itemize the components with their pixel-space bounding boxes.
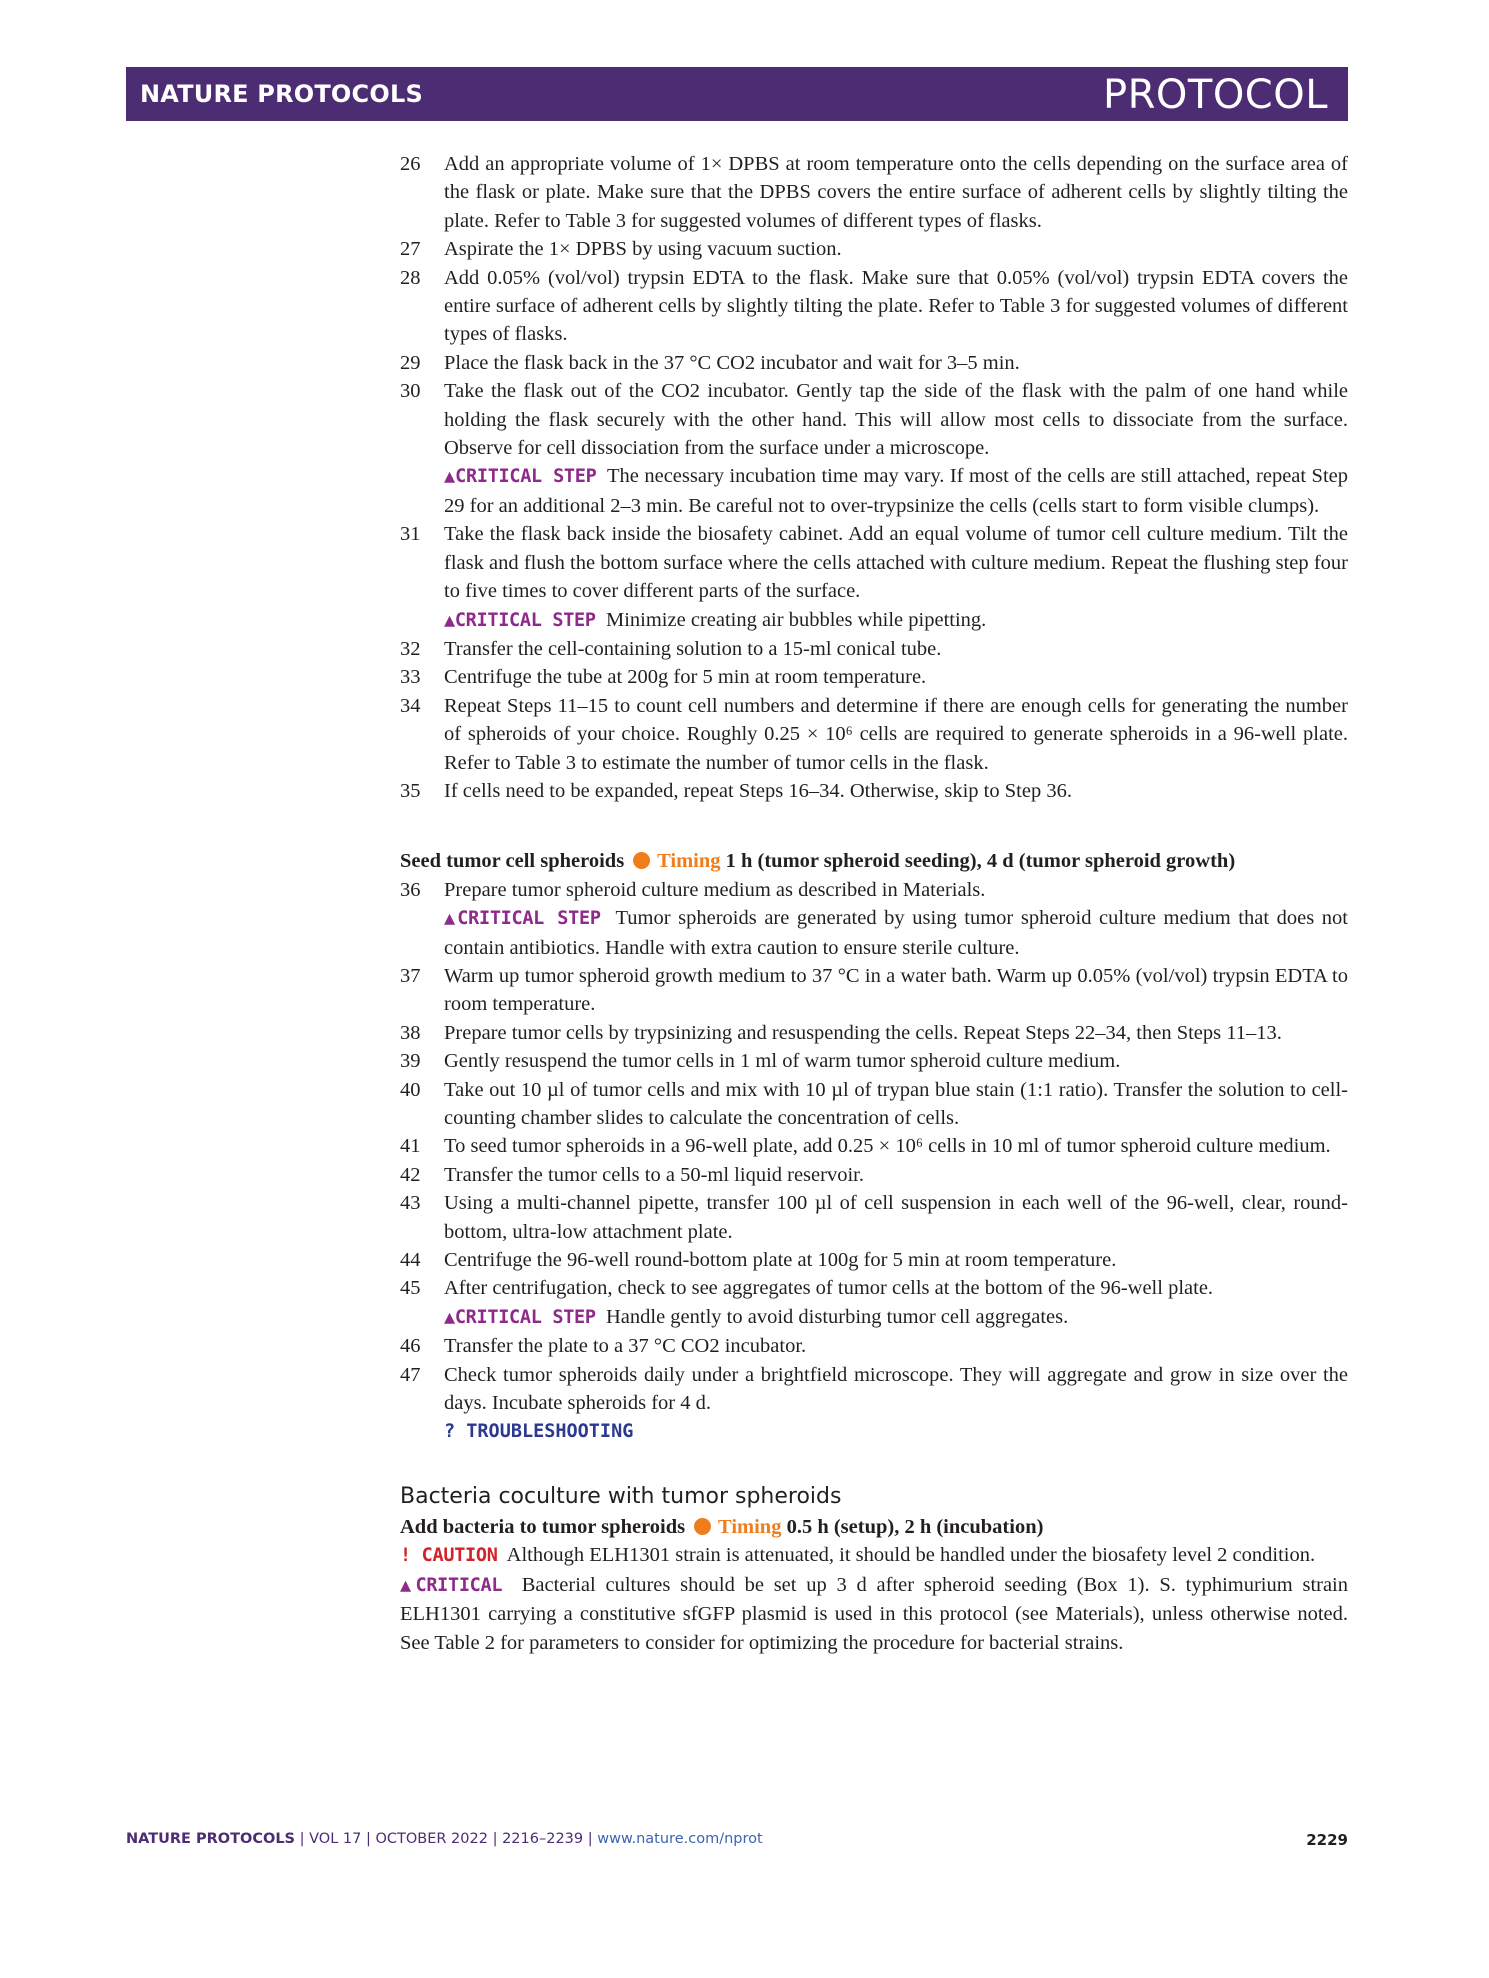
step-text: Gently resuspend the tumor cells in 1 ml of warm tumor spheroid culture medium. [444, 1050, 1121, 1073]
section-heading: Bacteria coculture with tumor spheroids [400, 1483, 842, 1509]
step-number: 37 [400, 964, 421, 987]
footer-pages: 2216–2239 [502, 1831, 584, 1847]
step-number: 36 [400, 878, 421, 901]
step-number: 33 [400, 666, 421, 689]
step-37 [400, 962, 1348, 1019]
critical-step-note [444, 904, 1348, 962]
footer-volume: VOL 17 [309, 1831, 362, 1847]
step-47 [400, 1361, 1348, 1447]
step-text: Take the flask back inside the biosafety cabinet. Add an equal volume of tumor cell culture medium. Tilt the flask and flush the bottom surface where the cells attached with culture medium. Repeat the flushing step four to five times to cover different parts of the surface. [444, 523, 1348, 603]
step-39 [400, 1047, 1348, 1075]
step-number: 26 [400, 153, 421, 175]
caution-label: ! CAUTION [400, 1545, 498, 1567]
step-44 [400, 1246, 1348, 1274]
step-text: Using a multi-channel pipette, transfer 100 µl of cell suspension in each well of the 96-well, clear, round-bottom, ultra-low attachment plate. [444, 1192, 1348, 1243]
step-34 [400, 692, 1348, 777]
step-number: 46 [400, 1335, 421, 1358]
troubleshooting-note [444, 1417, 1348, 1446]
caution-note [400, 1541, 1348, 1570]
step-45 [400, 1274, 1348, 1332]
step-number: 41 [400, 1135, 421, 1158]
timing-dot-icon [694, 1518, 711, 1535]
step-number: 47 [400, 1363, 421, 1386]
step-text: Add 0.05% (vol/vol) trypsin EDTA to the flask. Make sure that 0.05% (vol/vol) trypsin EDTA covers the entire surface of adherent cells by slightly tilting the plate. Refer to Table 3 for suggested volumes of different types of flasks. [444, 266, 1348, 346]
step-41 [400, 1132, 1348, 1160]
step-32 [400, 635, 1348, 663]
step-40 [400, 1076, 1348, 1133]
step-number: 38 [400, 1021, 421, 1044]
step-text: Transfer the plate to a 37 °C CO2 incubator. [444, 1335, 807, 1358]
step-number: 29 [400, 351, 421, 374]
step-33 [400, 663, 1348, 691]
step-number: 43 [400, 1192, 421, 1215]
step-text: After centrifugation, check to see aggregates of tumor cells at the bottom of the 96-well plate. [444, 1277, 1214, 1300]
critical-step-label: ▲CRITICAL STEP [444, 1306, 596, 1328]
timing-value: 0.5 h (setup), 2 h (incubation) [786, 1515, 1044, 1538]
step-number: 42 [400, 1163, 421, 1186]
step-text: Warm up tumor spheroid growth medium to 37 °C in a water bath. Warm up 0.05% (vol/vol) trypsin EDTA to room temperature. [444, 964, 1348, 1016]
step-text: Take the flask out of the CO2 incubator. Gently tap the side of the flask with the palm of one hand while holding the flask securely with the other hand. This will allow most cells to dissociate from the surface. Observe for cell dissociation from the surface under a microscope. [444, 380, 1348, 460]
journal-header-bar [126, 67, 1348, 121]
step-text: Centrifuge the 96-well round-bottom plate at 100g for 5 min at room temperature. [444, 1249, 1117, 1272]
step-number: 27 [400, 238, 421, 261]
step-text: Aspirate the 1× DPBS by using vacuum suction. [444, 238, 842, 261]
critical-step-text: Handle gently to avoid disturbing tumor cell aggregates. [605, 1305, 1069, 1328]
timing-value: 1 h (tumor spheroid seeding), 4 d (tumor spheroid growth) [725, 850, 1236, 873]
step-text: Place the flask back in the 37 °C CO2 incubator and wait for 3–5 min. [444, 351, 1020, 374]
procedure-title: Seed tumor cell spheroids [400, 850, 625, 873]
step-42 [400, 1161, 1348, 1189]
step-35 [400, 777, 1348, 805]
step-text: Transfer the cell-containing solution to a 15-ml conical tube. [444, 637, 942, 660]
step-text: Transfer the tumor cells to a 50-ml liquid reservoir. [444, 1163, 864, 1186]
step-29 [400, 349, 1348, 377]
step-number: 32 [400, 637, 421, 660]
critical-step-text: Tumor spheroids are generated by using tumor spheroid culture medium that does not contain antibiotics. Handle with extra caution to ensure sterile culture. [444, 907, 1348, 959]
critical-step-text: The necessary incubation time may vary. If most of the cells are still attached, repeat Step 29 for an additional 2–3 min. Be careful not to over-trypsinize the cells (cells start to form visible clumps). [444, 465, 1348, 517]
step-text: Check tumor spheroids daily under a brightfield microscope. They will aggregate and grow in size over the days. Incubate spheroids for 4 d. [444, 1363, 1348, 1415]
step-number: 31 [400, 523, 421, 546]
footer-journal: NATURE PROTOCOLS [126, 1831, 296, 1847]
critical-step-label: ▲CRITICAL STEP [444, 908, 601, 930]
step-number: 45 [400, 1277, 421, 1300]
step-number: 34 [400, 694, 421, 717]
step-36 [400, 876, 1348, 962]
troubleshooting-link[interactable]: ? TROUBLESHOOTING [444, 1421, 634, 1443]
caution-text: Although ELH1301 strain is attenuated, it should be handled under the biosafety level 2 condition. [506, 1544, 1316, 1567]
step-number: 28 [400, 266, 421, 289]
critical-step-label: ▲CRITICAL STEP [444, 466, 597, 488]
step-number: 39 [400, 1050, 421, 1073]
critical-step-note [444, 606, 1348, 635]
timing-label: Timing [718, 1515, 782, 1538]
page-body [400, 150, 1348, 1657]
page-footer: NATURE PROTOCOLS | VOL 17 | OCTOBER 2022 | 2216–2239 | www.nature.com/nprot 2229 [126, 1831, 1348, 1849]
critical-label: ▲CRITICAL [400, 1574, 503, 1596]
step-number: 35 [400, 779, 421, 802]
critical-step-note [444, 462, 1348, 520]
step-43 [400, 1189, 1348, 1246]
timing-label: Timing [657, 850, 721, 873]
step-text: Centrifuge the tube at 200g for 5 min at room temperature. [444, 666, 927, 689]
timing-dot-icon [633, 852, 650, 869]
step-text: To seed tumor spheroids in a 96-well plate, add 0.25 × 10⁶ cells in 10 ml of tumor spheroid culture medium. [444, 1135, 1331, 1158]
footer-url[interactable]: www.nature.com/nprot [597, 1831, 763, 1847]
journal-name: NATURE PROTOCOLS [140, 80, 423, 108]
step-28 [400, 264, 1348, 349]
procedure-title: Add bacteria to tumor spheroids [400, 1515, 686, 1538]
footer-date: OCTOBER 2022 [375, 1831, 488, 1847]
critical-note [400, 1571, 1348, 1657]
step-26 [400, 150, 1348, 235]
step-text: Add an appropriate volume of 1× DPBS at room temperature onto the cells depending on the surface area of the flask or plate. Make sure that the DPBS covers the entire surface of adherent cells by slightly tilting the plate. Refer to Table 3 for suggested volumes of different types of flasks. [444, 153, 1348, 232]
step-text: If cells need to be expanded, repeat Steps 16–34. Otherwise, skip to Step 36. [444, 779, 1072, 802]
step-number: 44 [400, 1249, 421, 1272]
procedure-heading-bacteria [400, 1513, 1348, 1541]
step-27 [400, 235, 1348, 263]
step-text: Prepare tumor spheroid culture medium as described in Materials. [444, 878, 986, 901]
step-38 [400, 1019, 1348, 1047]
critical-text: Bacterial cultures should be set up 3 d after spheroid seeding (Box 1). S. typhimurium strain ELH1301 carrying a constitutive sfGFP plasmid is used in this protocol (see Materials), unless otherwise noted. See Table 2 for parameters to consider for optimizing the procedure for bacterial strains. [400, 1573, 1349, 1654]
step-30 [400, 377, 1348, 520]
page-number: 2229 [1306, 1831, 1348, 1849]
step-number: 40 [400, 1078, 421, 1101]
critical-step-label: ▲CRITICAL STEP [444, 609, 596, 631]
procedure-heading-seed [400, 847, 1348, 875]
article-type: PROTOCOL [1102, 72, 1328, 118]
step-31 [400, 520, 1348, 635]
critical-step-note [444, 1303, 1348, 1332]
step-text: Take out 10 µl of tumor cells and mix with 10 µl of trypan blue stain (1:1 ratio). Transfer the solution to cell-counting chamber slides to calculate the concentration of cells. [444, 1078, 1348, 1129]
step-46 [400, 1332, 1348, 1360]
step-number: 30 [400, 380, 421, 403]
critical-step-text: Minimize creating air bubbles while pipetting. [605, 608, 987, 631]
step-text: Prepare tumor cells by trypsinizing and resuspending the cells. Repeat Steps 22–34, then Steps 11–13. [444, 1021, 1282, 1044]
step-text: Repeat Steps 11–15 to count cell numbers and determine if there are enough cells for generating the number of spheroids of your choice. Roughly 0.25 × 10⁶ cells are required to generate spheroids in a 96-well plate. Refer to Table 3 to estimate the number of tumor cells in the flask. [444, 694, 1348, 774]
